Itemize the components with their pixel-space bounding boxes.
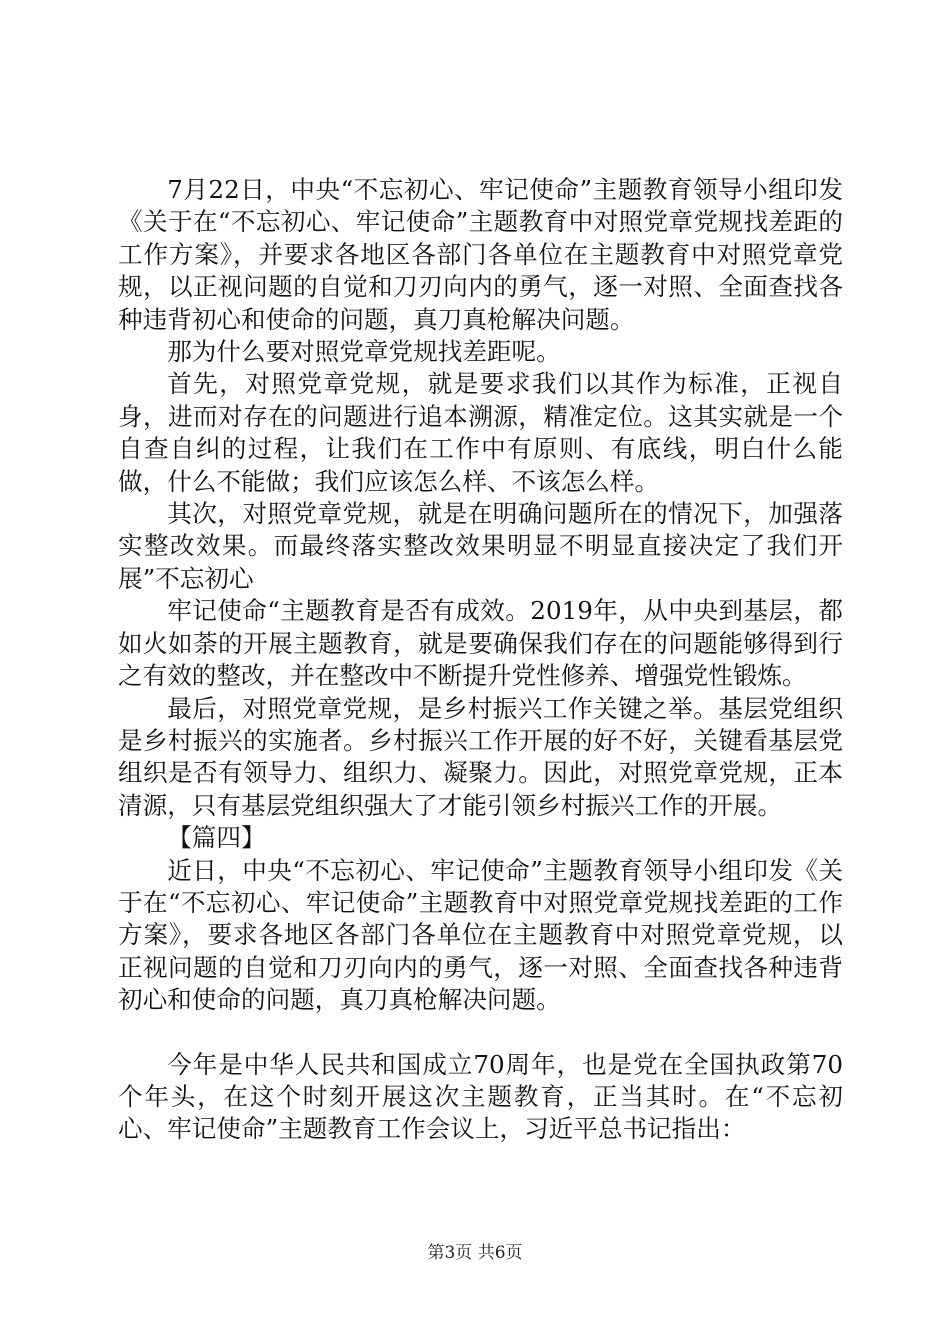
paragraph-7: 近日，中央“不忘初心、牢记使命”主题教育领导小组印发《关于在“不忘初心、牢记使命”主题教育中对照党章党规找差距的工作方案》，要求各地区各部门各单位在主题教育中对照党章党规，以正视问题的自觉和刀刃向内的勇气，逐一对照、全面查找各种违背初心和使命的问题，真刀真枪解决问题。 [118,855,843,1015]
paragraph-6: 最后，对照党章党规，是乡村振兴工作关键之举。基层党组织是乡村振兴的实施者。乡村振兴工作开展的好不好，关键看基层党组织是否有领导力、组织力、凝聚力。因此，对照党章党规，正本清源，只有基层党组织强大了才能引领乡村振兴工作的开展。 [118,693,843,820]
paragraph-4: 其次，对照党章党规，就是在明确问题所在的情况下，加强落实整改效果。而最终落实整改效果明显不明显直接决定了我们开展”不忘初心 [118,499,843,593]
document-body [118,174,843,1146]
section-heading: 【篇四】 [167,823,266,853]
paragraph-2: 那为什么要对照党章党规找差距呢。 [167,337,561,367]
paragraph-3: 首先，对照党章党规，就是要求我们以其作为标准，正视自身，进而对存在的问题进行追本溯源，精准定位。这其实就是一个自查自纠的过程，让我们在工作中有原则、有底线，明白什么能做，什么不能做；我们应该怎么样、不该怎么样。 [118,369,843,496]
paragraph-1: 7月22日，中央“不忘初心、牢记使命”主题教育领导小组印发《关于在“不忘初心、牢记使命”主题教育中对照党章党规找差距的工作方案》，并要求各地区各部门各单位在主题教育中对照党章党规，以正视问题的自觉和刀刃向内的勇气，逐一对照、全面查找各种违背初心和使命的问题，真刀真枪解决问题。 [118,175,843,334]
paragraph-8: 今年是中华人民共和国成立70周年，也是党在全国执政第70个年头，在这个时刻开展这次主题教育，正当其时。在“不忘初心、牢记使命”主题教育工作会议上，习近平总书记指出： [118,1049,843,1144]
paragraph-5: 牢记使命“主题教育是否有成效。2019年，从中央到基层，都如火如荼的开展主题教育，就是要确保我们存在的问题能够得到行之有效的整改，并在整改中不断提升党性修养、增强党性锻炼。 [118,596,843,691]
page-number: 第3页 共6页 [427,1243,523,1263]
